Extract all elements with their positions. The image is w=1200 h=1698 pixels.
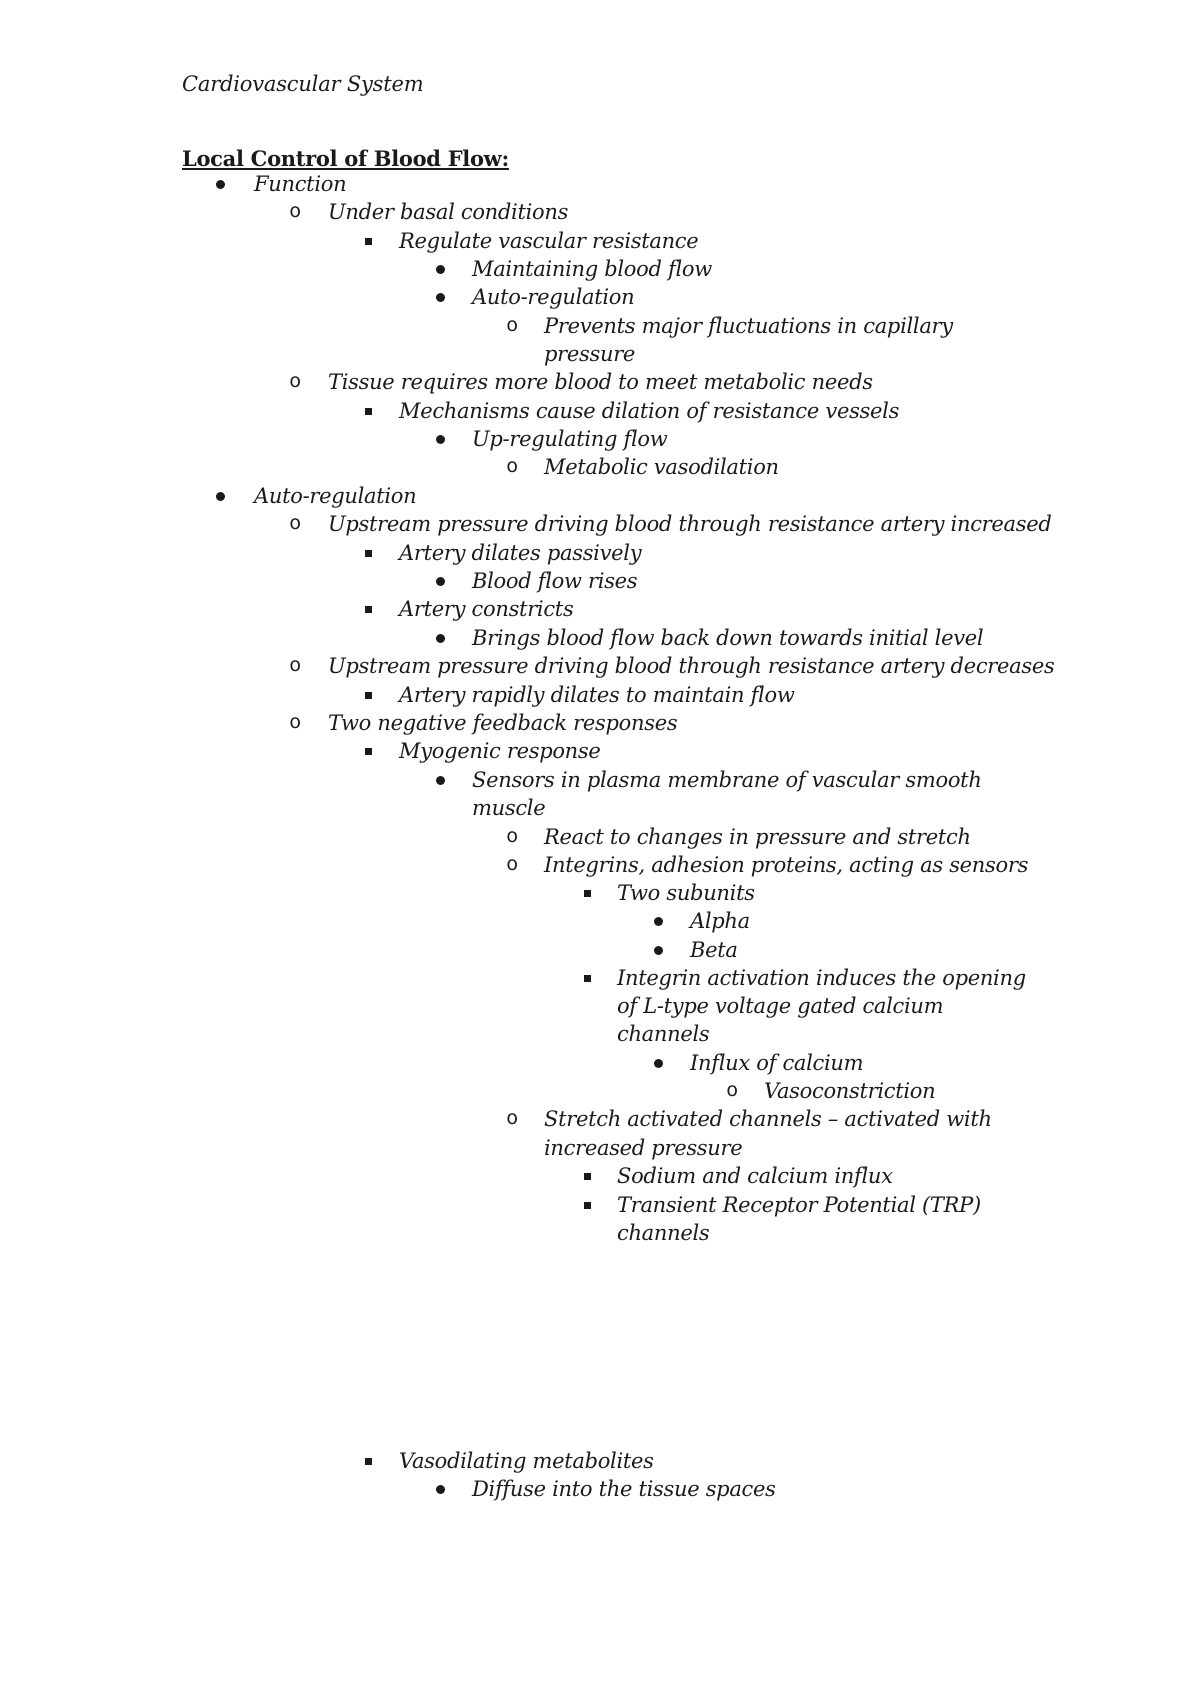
outline-item-text: Diffuse into the tissue spaces — [472, 1477, 776, 1501]
bullet-circle-icon: o — [506, 314, 518, 336]
bullet-circle-icon: o — [506, 853, 518, 875]
outline-item-text: Auto-regulation — [254, 484, 417, 508]
outline-item-text: Under basal conditions — [328, 200, 569, 224]
outline-item-text: Influx of calcium — [690, 1051, 864, 1075]
outline-item-text: channels — [617, 1022, 710, 1046]
outline-item-text: Integrin activation induces the opening — [617, 966, 1026, 990]
outline-item-text: Sodium and calcium influx — [617, 1164, 893, 1188]
outline-item-text: Two negative feedback responses — [328, 711, 678, 735]
bullet-circle-icon: o — [289, 512, 301, 534]
outline-item-text: Function — [254, 172, 347, 196]
outline-item-text: Two subunits — [617, 881, 755, 905]
outline-item-text: of L-type voltage gated calcium — [617, 994, 944, 1018]
outline-item-text: Beta — [690, 938, 738, 962]
bullet-circle-icon: o — [289, 711, 301, 733]
outline-item-text: Brings blood flow back down towards initial level — [472, 626, 984, 650]
outline-item-text: Alpha — [690, 909, 750, 933]
outline-item-text: Up-regulating flow — [472, 427, 668, 451]
outline-item-text: Vasoconstriction — [764, 1079, 936, 1103]
outline-item-text: React to changes in pressure and stretch — [544, 825, 971, 849]
bullet-circle-icon: o — [726, 1079, 738, 1101]
bullet-circle-icon: o — [289, 370, 301, 392]
outline-item-text: Auto-regulation — [472, 285, 635, 309]
outline-item-text: Upstream pressure driving blood through resistance artery increased — [328, 512, 1052, 536]
outline-item-text: Sensors in plasma membrane of vascular smooth — [472, 768, 982, 792]
outline-item-text: muscle — [472, 796, 546, 820]
outline-item-text: Upstream pressure driving blood through resistance artery decreases — [328, 654, 1055, 678]
bullet-circle-icon: o — [506, 455, 518, 477]
bullet-circle-icon: o — [289, 654, 301, 676]
outline-item-text: increased pressure — [544, 1136, 743, 1160]
outline-item-text: Regulate vascular resistance — [399, 229, 699, 253]
bullet-circle-icon: o — [506, 1107, 518, 1129]
outline-item-text: Integrins, adhesion proteins, acting as sensors — [544, 853, 1029, 877]
outline-item-text: Blood flow rises — [472, 569, 638, 593]
outline-item-text: Prevents major fluctuations in capillary — [544, 314, 953, 338]
outline-item-text: Mechanisms cause dilation of resistance vessels — [399, 399, 900, 423]
outline-item-text: pressure — [544, 342, 636, 366]
outline-item-text: Artery rapidly dilates to maintain flow — [399, 683, 795, 707]
outline-item-text: Artery constricts — [399, 597, 574, 621]
outline-item-text: Myogenic response — [399, 739, 601, 763]
outline-item-text: Stretch activated channels – activated with — [544, 1107, 992, 1131]
page-header: Cardiovascular System — [182, 72, 424, 96]
section-heading: Local Control of Blood Flow: — [182, 146, 509, 171]
outline-item-text: Maintaining blood flow — [472, 257, 712, 281]
outline-item-text: Vasodilating metabolites — [399, 1449, 654, 1473]
outline-item-text: Artery dilates passively — [399, 541, 642, 565]
bullet-circle-icon: o — [289, 200, 301, 222]
outline-item-text: channels — [617, 1221, 710, 1245]
outline-item-text: Transient Receptor Potential (TRP) — [617, 1193, 981, 1217]
outline-item-text: Tissue requires more blood to meet metabolic needs — [328, 370, 873, 394]
bullet-circle-icon: o — [506, 825, 518, 847]
outline-item-text: Metabolic vasodilation — [544, 455, 779, 479]
